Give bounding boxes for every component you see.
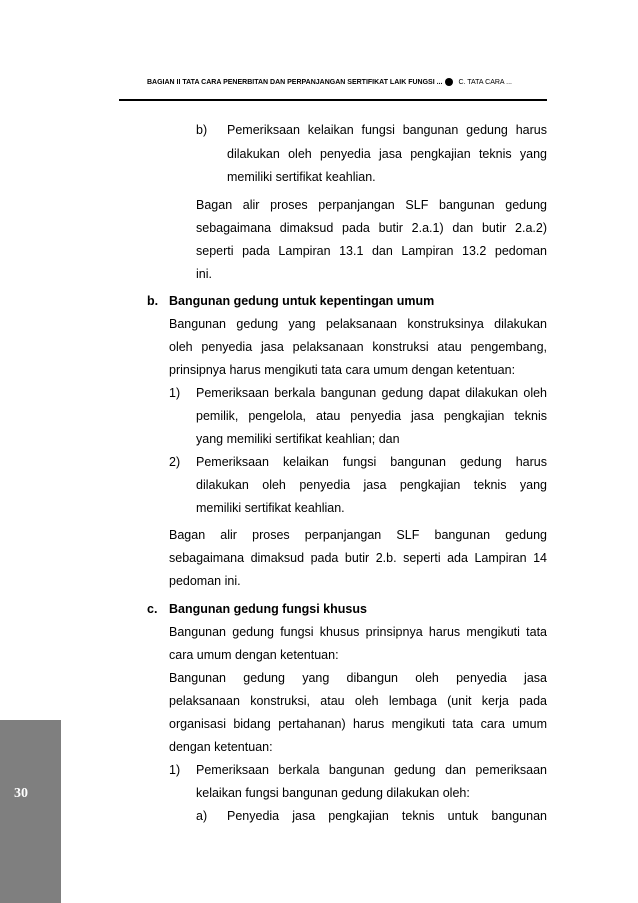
section-label: b. [147, 294, 159, 308]
paragraph-line: dilakukan oleh penyedia jasa pengkajian teknis yang [196, 478, 547, 492]
section-label: c. [147, 602, 158, 616]
paragraph-line: pelaksanaan konstruksi, atau oleh lembaga (unit kerja pada [169, 694, 547, 708]
item-label: a) [196, 809, 208, 823]
item-label: 2) [169, 455, 181, 469]
paragraph-line: Pemeriksaan berkala bangunan gedung dapat dilakukan oleh [196, 386, 547, 400]
item-label: 1) [169, 763, 181, 777]
paragraph-line: organisasi bidang pertahanan) harus mengikuti tata cara umum [169, 717, 547, 731]
header-right: C. TATA CARA ... [458, 78, 512, 86]
paragraph-line: cara umum dengan ketentuan: [169, 648, 339, 662]
paragraph-line: ini. [196, 267, 212, 281]
paragraph-line: memiliki sertifikat keahlian. [196, 501, 345, 515]
paragraph-line: Pemeriksaan berkala bangunan gedung dan pemeriksaan [196, 763, 547, 777]
paragraph-line: pedoman ini. [169, 574, 241, 588]
running-header [147, 78, 547, 86]
bullet-dot-icon [445, 78, 453, 86]
paragraph-line: kelaikan fungsi bangunan gedung dilakukan oleh: [196, 786, 470, 800]
page-number: 30 [14, 786, 28, 801]
paragraph-line: yang memiliki sertifikat keahlian; dan [196, 432, 400, 446]
paragraph-line: seperti pada Lampiran 13.1 dan Lampiran 13.2 pedoman [196, 244, 547, 258]
paragraph-line: oleh penyedia jasa pelaksanaan konstruksi atau pengembang, [169, 340, 547, 354]
paragraph-line: Bangunan gedung yang dibangun oleh penyedia jasa [169, 671, 547, 685]
section-heading: Bangunan gedung untuk kepentingan umum [169, 294, 435, 308]
section-heading: Bangunan gedung fungsi khusus [169, 602, 367, 616]
paragraph-line: Bangunan gedung yang pelaksanaan konstruksinya dilakukan [169, 317, 547, 331]
paragraph-line: pemilik, pengelola, atau penyedia jasa pengkajian teknis [196, 409, 547, 423]
paragraph-line: Penyedia jasa pengkajian teknis untuk bangunan [227, 809, 547, 823]
header-left: BAGIAN II TATA CARA PENERBITAN DAN PERPANJANGAN SERTIFIKAT LAIK FUNGSI ... [147, 78, 443, 86]
paragraph-line: Bagan alir proses perpanjangan SLF bangunan gedung [196, 198, 547, 212]
paragraph-line: prinsipnya harus mengikuti tata cara umum dengan ketentuan: [169, 363, 516, 377]
paragraph-line: dilakukan oleh penyedia jasa pengkajian teknis yang [227, 147, 547, 161]
paragraph-line: memiliki sertifikat keahlian. [227, 170, 376, 184]
header-rule [119, 99, 547, 101]
item-label: 1) [169, 386, 181, 400]
paragraph-line: sebagaimana dimaksud pada butir 2.a.1) dan butir 2.a.2) [196, 221, 547, 235]
paragraph-line: sebagaimana dimaksud pada butir 2.b. seperti ada Lampiran 14 [169, 551, 547, 565]
page-number-tab [0, 720, 61, 903]
paragraph-line: Pemeriksaan kelaikan fungsi bangunan gedung harus [227, 123, 547, 137]
item-label: b) [196, 123, 208, 137]
paragraph-line: Bagan alir proses perpanjangan SLF bangunan gedung [169, 528, 547, 542]
paragraph-line: Pemeriksaan kelaikan fungsi bangunan gedung harus [196, 455, 547, 469]
paragraph-line: dengan ketentuan: [169, 740, 273, 754]
paragraph-line: Bangunan gedung fungsi khusus prinsipnya harus mengikuti tata [169, 625, 547, 639]
